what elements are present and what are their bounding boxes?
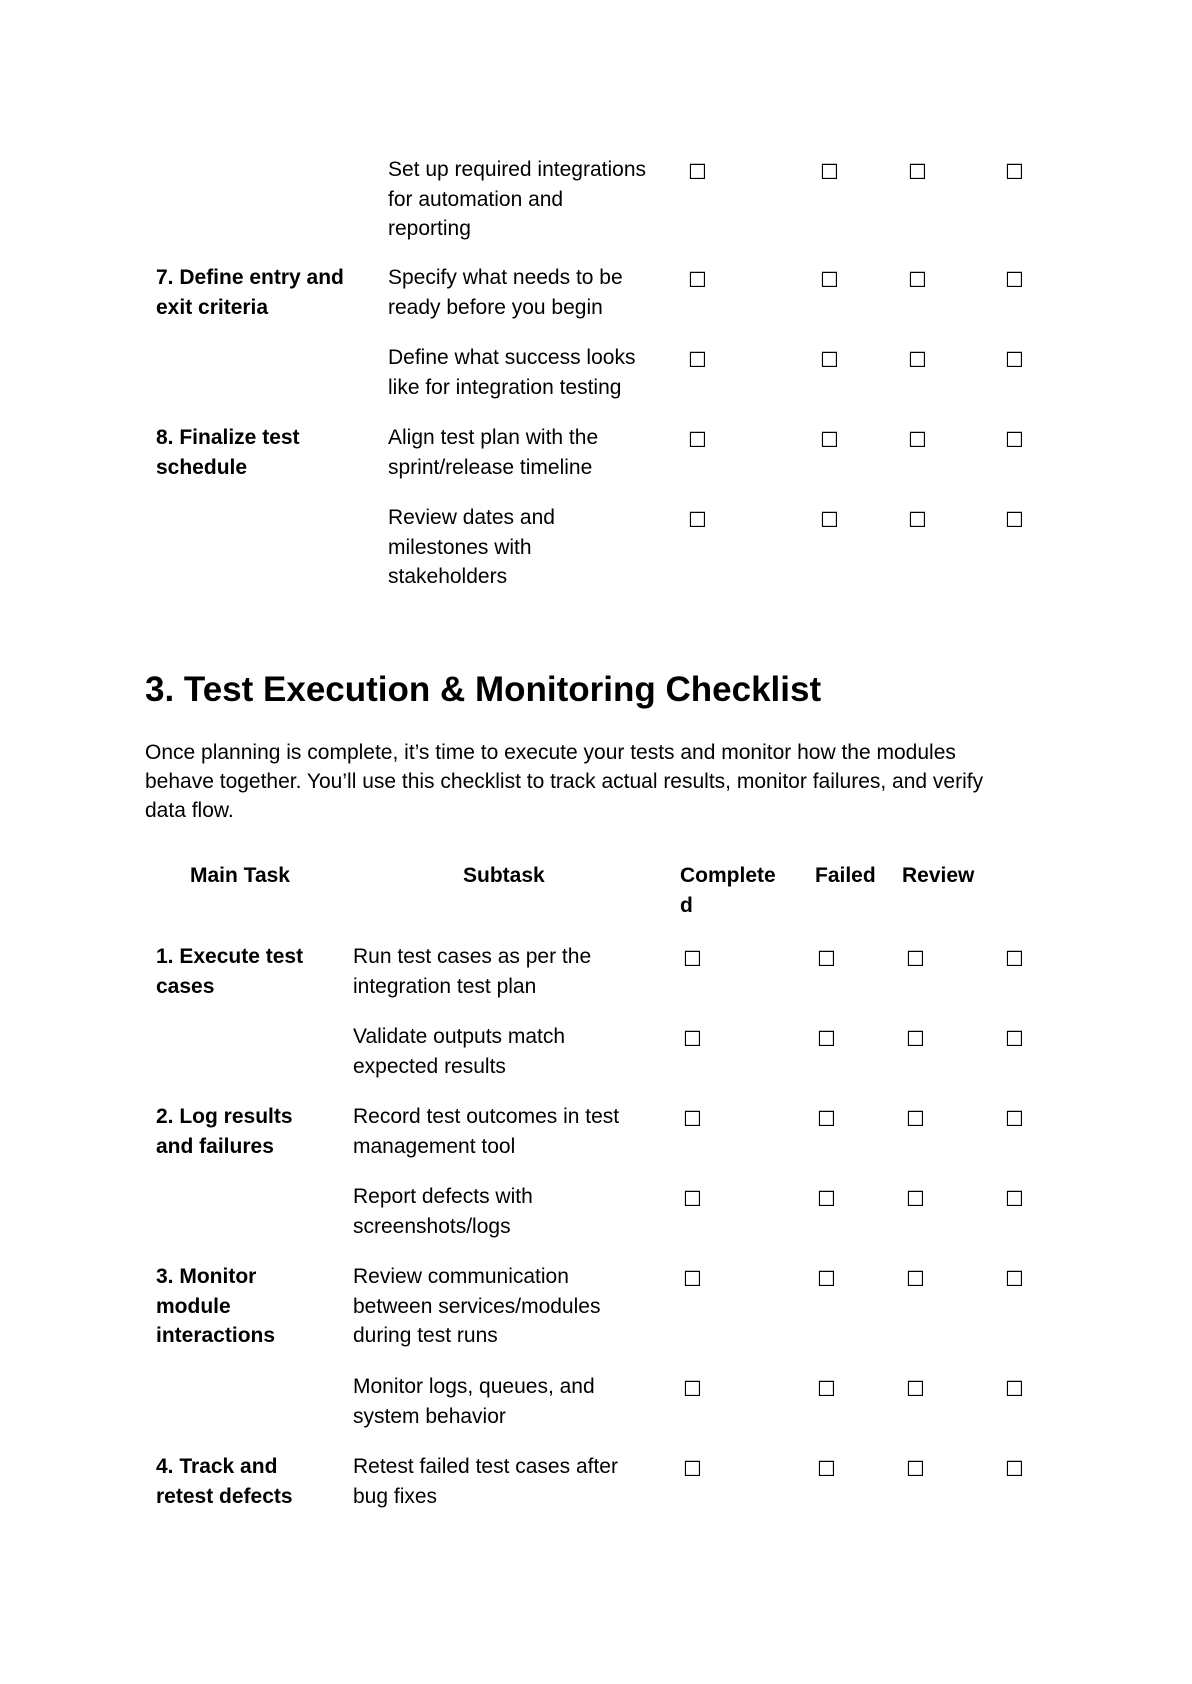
checkbox[interactable]: ☐ — [820, 160, 839, 184]
checkbox[interactable]: ☐ — [688, 160, 707, 184]
checkbox[interactable]: ☐ — [817, 1027, 836, 1051]
subtask-cell: Specify what needs to be ready before you begin — [388, 266, 623, 319]
header-failed: Failed — [815, 864, 876, 887]
checkbox[interactable]: ☐ — [688, 428, 707, 452]
checkbox[interactable]: ☐ — [683, 1377, 702, 1401]
subtask-cell: Record test outcomes in test management tool — [353, 1105, 620, 1158]
checkbox[interactable]: ☐ — [1005, 508, 1024, 532]
subtask-cell: Report defects with screenshots/logs — [353, 1185, 533, 1238]
checkbox[interactable]: ☐ — [1005, 1457, 1024, 1481]
checkbox[interactable]: ☐ — [820, 268, 839, 292]
checkbox[interactable]: ☐ — [906, 1267, 925, 1291]
checkbox[interactable]: ☐ — [908, 428, 927, 452]
main-task-cell: 7. Define entry and exit criteria — [156, 266, 344, 319]
checkbox[interactable]: ☐ — [906, 1027, 925, 1051]
main-task-cell: 4. Track and retest defects — [156, 1455, 293, 1508]
checkbox[interactable]: ☐ — [1005, 1267, 1024, 1291]
checkbox[interactable]: ☐ — [683, 1187, 702, 1211]
checkbox[interactable]: ☐ — [817, 1377, 836, 1401]
checkbox[interactable]: ☐ — [906, 947, 925, 971]
checkbox[interactable]: ☐ — [683, 1107, 702, 1131]
checkbox[interactable]: ☐ — [820, 348, 839, 372]
checkbox[interactable]: ☐ — [1005, 160, 1024, 184]
header-completed: Complete d — [680, 864, 776, 917]
intro-line: Once planning is complete, it’s time to execute your tests and monitor how the modules — [145, 741, 956, 764]
main-task-cell: 3. Monitor module interactions — [156, 1265, 276, 1347]
subtask-cell: Run test cases as per the integration test plan — [353, 945, 592, 998]
checkbox[interactable]: ☐ — [820, 428, 839, 452]
intro-line: behave together. You’ll use this checklist to track actual results, monitor failures, and verify — [145, 770, 984, 793]
checkbox[interactable]: ☐ — [820, 508, 839, 532]
intro-line: data flow. — [145, 799, 234, 822]
header-subtask: Subtask — [463, 864, 545, 887]
section-title: 3. Test Execution & Monitoring Checklist — [145, 670, 822, 709]
checkbox[interactable]: ☐ — [908, 348, 927, 372]
header-review: Review — [902, 864, 975, 887]
header-main-task: Main Task — [190, 864, 290, 887]
checkbox[interactable]: ☐ — [1005, 1187, 1024, 1211]
checkbox[interactable]: ☐ — [1005, 947, 1024, 971]
checkbox[interactable]: ☐ — [817, 1267, 836, 1291]
checkbox[interactable]: ☐ — [817, 1457, 836, 1481]
checkbox[interactable]: ☐ — [1005, 1027, 1024, 1051]
subtask-cell: Monitor logs, queues, and system behavior — [353, 1375, 595, 1428]
checkbox[interactable]: ☐ — [906, 1107, 925, 1131]
checkbox[interactable]: ☐ — [1005, 428, 1024, 452]
checkbox[interactable]: ☐ — [906, 1377, 925, 1401]
checkbox[interactable]: ☐ — [817, 1107, 836, 1131]
subtask-cell: Retest failed test cases after bug fixes — [353, 1455, 618, 1508]
main-task-cell: 2. Log results and failures — [156, 1105, 293, 1158]
checkbox[interactable]: ☐ — [688, 268, 707, 292]
subtask-cell: Set up required integrations for automation and reporting — [388, 158, 646, 240]
checkbox[interactable]: ☐ — [908, 268, 927, 292]
subtask-cell: Define what success looks like for integration testing — [388, 346, 636, 399]
checkbox[interactable]: ☐ — [683, 1027, 702, 1051]
checkbox[interactable]: ☐ — [688, 508, 707, 532]
checkbox[interactable]: ☐ — [683, 1267, 702, 1291]
checkbox[interactable]: ☐ — [688, 348, 707, 372]
main-task-cell: 1. Execute test cases — [156, 945, 304, 998]
checkbox[interactable]: ☐ — [908, 508, 927, 532]
subtask-cell: Review communication between services/modules during test runs — [353, 1265, 601, 1347]
main-task-cell: 8. Finalize test schedule — [156, 426, 300, 479]
checkbox[interactable]: ☐ — [1005, 1377, 1024, 1401]
checkbox[interactable]: ☐ — [817, 1187, 836, 1211]
checkbox[interactable]: ☐ — [906, 1457, 925, 1481]
subtask-cell: Align test plan with the sprint/release timeline — [388, 426, 599, 479]
checkbox[interactable]: ☐ — [906, 1187, 925, 1211]
checkbox[interactable]: ☐ — [908, 160, 927, 184]
checkbox[interactable]: ☐ — [1005, 1107, 1024, 1131]
checkbox[interactable]: ☐ — [683, 1457, 702, 1481]
checkbox[interactable]: ☐ — [683, 947, 702, 971]
checkbox[interactable]: ☐ — [1005, 348, 1024, 372]
checkbox[interactable]: ☐ — [817, 947, 836, 971]
checkbox[interactable]: ☐ — [1005, 268, 1024, 292]
subtask-cell: Review dates and milestones with stakeholders — [388, 506, 555, 588]
subtask-cell: Validate outputs match expected results — [353, 1025, 566, 1078]
